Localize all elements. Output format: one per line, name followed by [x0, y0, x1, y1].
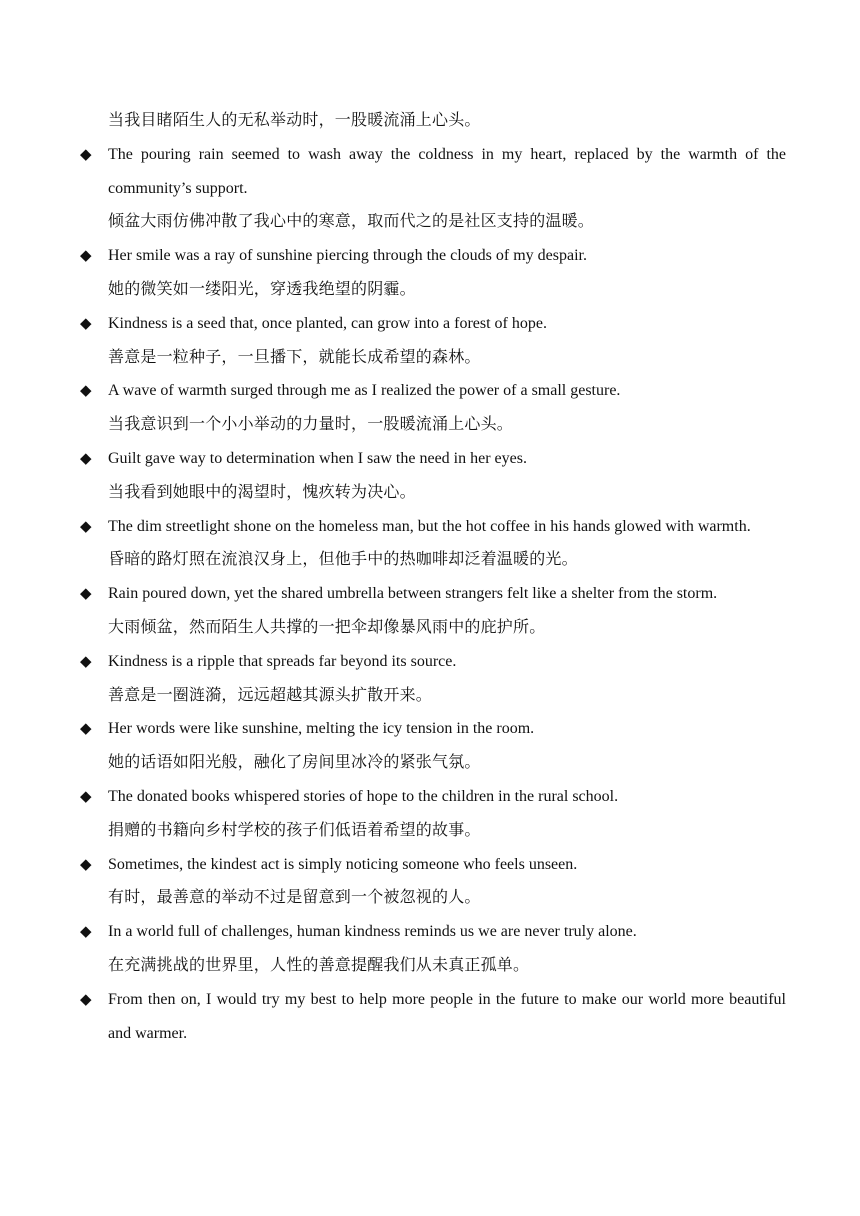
chinese-translation: 大雨倾盆，然而陌生人共撑的一把伞却像暴风雨中的庇护所。 [108, 618, 546, 636]
diamond-bullet-icon: ◆ [80, 313, 92, 332]
english-sentence: Rain poured down, yet the shared umbrella between strangers felt like a shelter from the storm. [108, 585, 718, 603]
list-item [80, 510, 786, 578]
english-sentence: The dim streetlight shone on the homeless man, but the hot coffee in his hands glowed with warmth. [108, 517, 751, 535]
list-item [80, 239, 786, 307]
chinese-translation: 在充满挑战的世界里，人性的善意提醒我们从未真正孤单。 [108, 956, 530, 974]
diamond-bullet-icon: ◆ [80, 144, 92, 163]
list-item [80, 307, 786, 375]
chinese-translation: 善意是一粒种子，一旦播下，就能长成希望的森林。 [108, 348, 481, 366]
diamond-bullet-icon: ◆ [80, 651, 92, 670]
english-sentence: Guilt gave way to determination when I saw the need in her eyes. [108, 449, 527, 467]
diamond-bullet-icon: ◆ [80, 989, 92, 1008]
diamond-bullet-icon: ◆ [80, 516, 92, 535]
chinese-translation: 善意是一圈涟漪，远远超越其源头扩散开来。 [108, 686, 433, 704]
english-sentence: Her words were like sunshine, melting the icy tension in the room. [108, 720, 535, 738]
english-sentence: Kindness is a seed that, once planted, can grow into a forest of hope. [108, 314, 547, 332]
chinese-translation: 她的微笑如一缕阳光，穿透我绝望的阴霾。 [108, 280, 416, 298]
diamond-bullet-icon: ◆ [80, 786, 92, 805]
list-item [80, 645, 786, 713]
chinese-translation: 当我意识到一个小小举动的力量时，一股暖流涌上心头。 [108, 416, 514, 434]
list-item [80, 780, 786, 848]
english-sentence: Sometimes, the kindest act is simply noticing someone who feels unseen. [108, 855, 578, 873]
english-sentence: The donated books whispered stories of hope to the children in the rural school. [108, 787, 619, 805]
sentence-list [80, 104, 786, 1050]
diamond-bullet-icon: ◆ [80, 381, 92, 400]
list-item [80, 915, 786, 983]
chinese-translation: 有时，最善意的举动不过是留意到一个被忽视的人。 [108, 889, 481, 907]
diamond-bullet-icon: ◆ [80, 246, 92, 265]
list-item [80, 138, 786, 239]
english-sentence: From then on, I would try my best to help more people in the future to make our world more beautiful and warmer. [108, 990, 786, 1042]
list-item [80, 712, 786, 780]
chinese-translation: 捐赠的书籍向乡村学校的孩子们低语着希望的故事。 [108, 821, 481, 839]
english-sentence: Kindness is a ripple that spreads far beyond its source. [108, 652, 457, 670]
diamond-bullet-icon: ◆ [80, 922, 92, 941]
list-item [80, 848, 786, 916]
diamond-bullet-icon: ◆ [80, 719, 92, 738]
list-item [80, 374, 786, 442]
diamond-bullet-icon: ◆ [80, 448, 92, 467]
diamond-bullet-icon: ◆ [80, 584, 92, 603]
english-sentence: A wave of warmth surged through me as I realized the power of a small gesture. [108, 382, 621, 400]
diamond-bullet-icon: ◆ [80, 854, 92, 873]
chinese-translation: 昏暗的路灯照在流浪汉身上，但他手中的热咖啡却泛着温暖的光。 [108, 551, 578, 569]
list-item [80, 442, 786, 510]
english-sentence: Her smile was a ray of sunshine piercing through the clouds of my despair. [108, 247, 587, 265]
list-item [80, 577, 786, 645]
list-item [80, 983, 786, 1051]
chinese-translation: 当我看到她眼中的渴望时，愧疚转为决心。 [108, 483, 416, 501]
english-sentence: The pouring rain seemed to wash away the coldness in my heart, replaced by the warmth of the community’s support. [108, 145, 786, 197]
chinese-translation: 倾盆大雨仿佛冲散了我心中的寒意，取而代之的是社区支持的温暖。 [108, 213, 595, 231]
english-sentence: In a world full of challenges, human kindness reminds us we are never truly alone. [108, 923, 637, 941]
continued-translation: 当我目睹陌生人的无私举动时，一股暖流涌上心头。 [108, 112, 481, 129]
chinese-translation: 她的话语如阳光般，融化了房间里冰冷的紧张气氛。 [108, 754, 481, 772]
